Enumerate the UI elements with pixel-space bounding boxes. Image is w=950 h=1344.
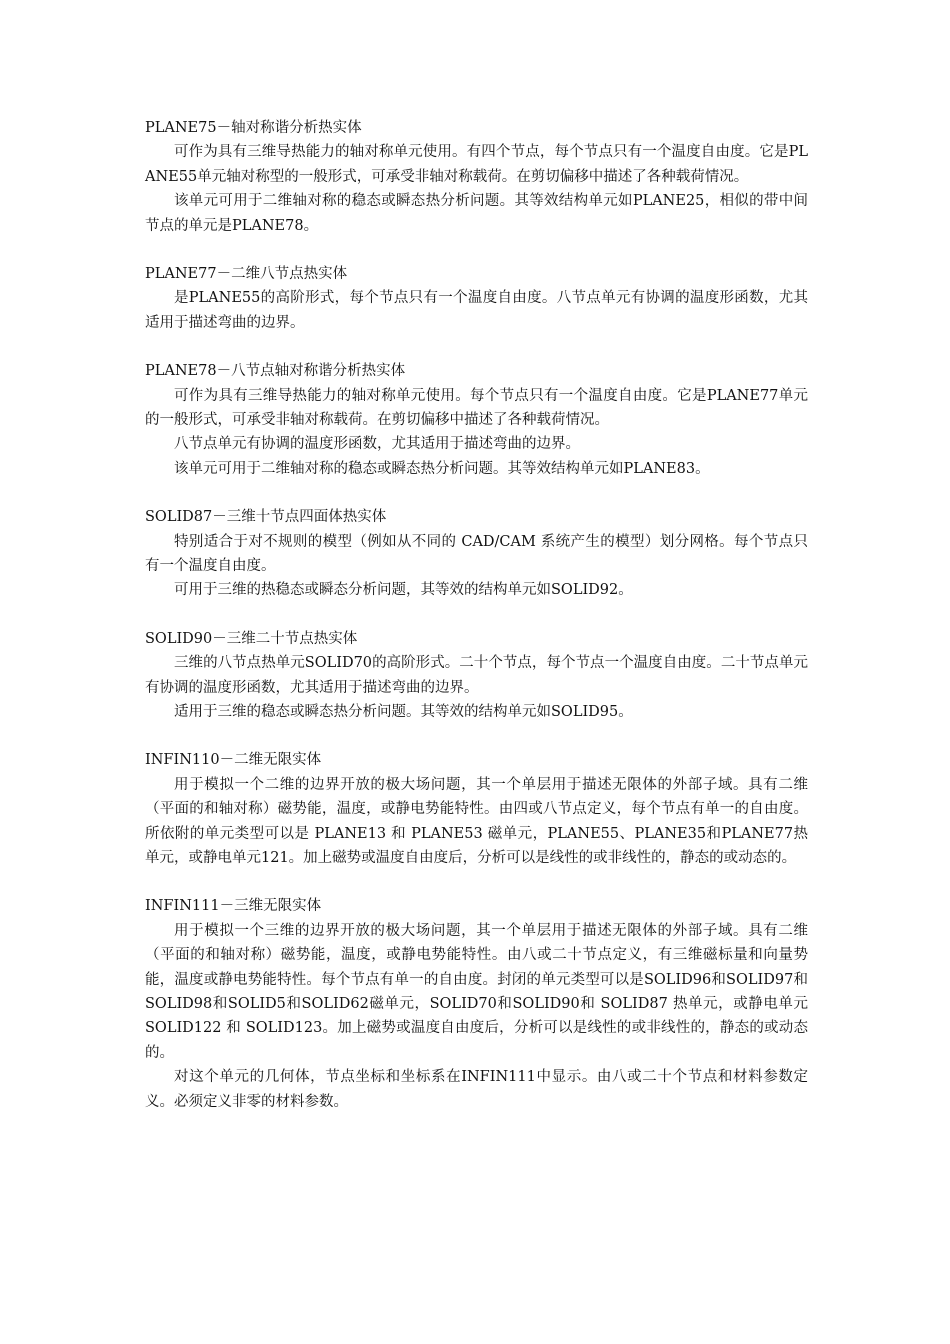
section-paragraph: 用于模拟一个二维的边界开放的极大场问题，其一个单层用于描述无限体的外部子域。具有二维（平面的和轴对称）磁势能，温度，或静电势能特性。由四或八节点定义，每个节点有单一的自由度。所依附的单元类型可以是 PLANE13 和 PLANE53 磁单元，PLANE55、PLANE35和PLANE77热单元，或静电单元121。加上磁势或温度自由度后，分析可以是线性的或非线性的，静态的或动态的。 (145, 776, 808, 867)
section-paragraph: 该单元可用于二维轴对称的稳态或瞬态热分析问题。其等效结构单元如PLANE83。 (174, 460, 710, 477)
section-plane78 (145, 359, 808, 481)
section-paragraph: 该单元可用于二维轴对称的稳态或瞬态热分析问题。其等效结构单元如PLANE25，相似的带中间节点的单元是PLANE78。 (145, 193, 808, 234)
section-paragraph: 可作为具有三维导热能力的轴对称单元使用。每个节点只有一个温度自由度。它是PLANE77单元的一般形式，可承受非轴对称载荷。在剪切偏移中描述了各种载荷情况。 (145, 387, 808, 429)
section-title: PLANE78－八节点轴对称谐分析热实体 (145, 363, 406, 380)
document-page (145, 116, 808, 1138)
section-title: SOLID90－三维二十节点热实体 (145, 630, 358, 647)
section-title: PLANE75－轴对称谐分析热实体 (145, 120, 362, 136)
section-plane75 (145, 116, 808, 238)
section-paragraph: 可用于三维的热稳态或瞬态分析问题，其等效的结构单元如SOLID92。 (174, 582, 633, 599)
section-infin111 (145, 894, 808, 1114)
section-title: INFIN111－三维无限实体 (145, 898, 322, 915)
section-paragraph: 特别适合于对不规则的模型（例如从不同的 CAD/CAM 系统产生的模型）划分网格。每个节点只有一个温度自由度。 (145, 533, 808, 575)
section-paragraph: 对这个单元的几何体，节点坐标和坐标系在INFIN111中显示。由八或二十个节点和材料参数定义。必须定义非零的材料参数。 (145, 1069, 808, 1110)
section-plane77 (145, 262, 808, 335)
section-solid87 (145, 505, 808, 603)
section-paragraph: 三维的八节点热单元SOLID70的高阶形式。二十个节点，每个节点一个温度自由度。二十节点单元有协调的温度形函数，尤其适用于描述弯曲的边界。 (145, 655, 808, 696)
section-title: INFIN110－二维无限实体 (145, 752, 322, 769)
section-paragraph: 是PLANE55的高阶形式，每个节点只有一个温度自由度。八节点单元有协调的温度形函数，尤其适用于描述弯曲的边界。 (145, 290, 808, 331)
section-paragraph: 八节点单元有协调的温度形函数，尤其适用于描述弯曲的边界。 (174, 436, 580, 453)
section-paragraph: 适用于三维的稳态或瞬态热分析问题。其等效的结构单元如SOLID95。 (174, 704, 633, 721)
section-title: PLANE77－二维八节点热实体 (145, 266, 348, 283)
section-title: SOLID87－三维十节点四面体热实体 (145, 509, 387, 526)
section-solid90 (145, 627, 808, 725)
section-infin110 (145, 748, 808, 870)
section-paragraph: 用于模拟一个三维的边界开放的极大场问题，其一个单层用于描述无限体的外部子域。具有二维（平面的和轴对称）磁势能，温度，或静电势能特性。由八或二十节点定义，有三维磁标量和向量势能，温度或静电势能特性。每个节点有单一的自由度。封闭的单元类型可以是SOLID96和SOLID97和SOLID98和SOLID5和SOLID62磁单元，SOLID70和SOLID90和 SOLID87 热单元，或静电单元 SOLID122 和 SOLID123。加上磁势或温度自由度后，分析可以是线性的或非线性的，静态的或动态的。 (145, 922, 808, 1061)
section-paragraph: 可作为具有三维导热能力的轴对称单元使用。有四个节点，每个节点只有一个温度自由度。它是PLANE55单元轴对称型的一般形式，可承受非轴对称载荷。在剪切偏移中描述了各种载荷情况。 (145, 144, 808, 185)
